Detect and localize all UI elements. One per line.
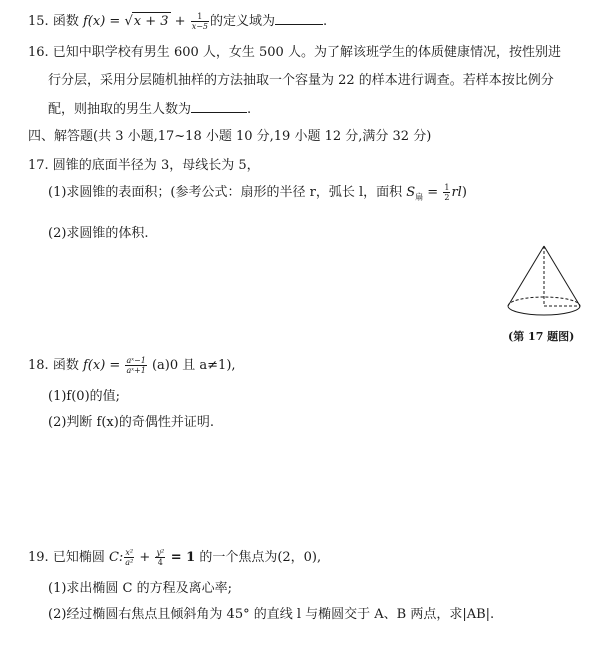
q17-half-num: 1 [444, 183, 450, 192]
q19-eq: = 1 [166, 550, 196, 565]
q15-plus: + [174, 14, 186, 29]
q18-condition: (a)0 且 a≠1), [147, 358, 236, 373]
q17-half-den: 2 [444, 193, 450, 202]
q15-fraction [191, 12, 209, 31]
question-17-part-2: (2)求圆锥的体积. [48, 226, 149, 241]
q15-func: f(x) = [82, 14, 125, 29]
cone-left-slant [508, 246, 544, 306]
q15-frac-num: 1 [191, 12, 209, 22]
q19-frac2-den: 4 [157, 558, 163, 567]
q17-s-sub: 扇 [415, 192, 424, 202]
q18-frac-den: aˣ+1 [126, 366, 146, 375]
q19-c-label: C: [108, 550, 124, 565]
q17-part1-end: ) [461, 185, 467, 200]
sqrt-sign: √ [124, 14, 133, 29]
question-18-part-1: (1)f(0)的值; [48, 389, 121, 404]
question-17-part-1 [48, 183, 467, 207]
question-19-stem [28, 548, 321, 567]
q16-line3-prefix: 配，则抽取的男生人数为 [48, 102, 192, 117]
section-4-heading: 四、解答题(共 3 小题,17~18 小题 10 分,19 小题 12 分,满分 32 分) [28, 129, 432, 144]
q17-rl: rl [451, 185, 462, 200]
q17-s-symbol: S [406, 185, 416, 200]
question-17-stem: 17. 圆锥的底面半径为 3，母线长为 5， [28, 158, 260, 173]
q17-part1-prefix: (1)求圆锥的表面积；(参考公式：扇形的半径 r，弧长 l，面积 [48, 185, 407, 200]
question-16-line-2: 行分层，采用分层随机抽样的方法抽取一个容量为 22 的样本进行调查。若样本按比例分 [48, 73, 554, 88]
question-19-part-1: (1)求出椭圆 C 的方程及离心率; [48, 581, 233, 596]
q19-fraction-y [155, 548, 165, 567]
q19-plus: + [135, 550, 155, 565]
q17-eq: = [423, 185, 443, 200]
q19-prefix: 已知椭圆 [52, 550, 109, 565]
question-18-stem [28, 356, 236, 375]
question-19-part-2: (2)经过椭圆右焦点且倾斜角为 45° 的直线 l 与椭圆交于 A、B 两点，求|AB|. [48, 607, 495, 622]
q19-number: 19. [28, 550, 49, 565]
q17-half-fraction [443, 183, 450, 202]
question-16-line-3 [48, 100, 251, 119]
q19-fraction-x [124, 548, 134, 567]
q19-frac1-den: a² [125, 558, 134, 567]
question-15 [28, 12, 327, 31]
question-18-part-2: (2)判断 f(x)的奇偶性并证明. [48, 415, 214, 430]
q15-sqrt-arg: x + 3 [133, 14, 169, 29]
cone-figure [500, 244, 590, 324]
question-16-line-1: 16. 已知中职学校有男生 600 人，女生 500 人。为了解该班学生的体质健康情况，按性别进 [28, 45, 561, 60]
cone-base-front [508, 306, 580, 315]
q16-line3-end: . [247, 102, 252, 117]
q15-frac-den: x−5 [191, 22, 208, 31]
q16-answer-blank[interactable] [191, 100, 247, 113]
q18-frac-num: aˣ−1 [126, 356, 146, 365]
cone-right-slant [544, 246, 580, 306]
figure-17-caption: (第 17 题图) [508, 330, 575, 343]
q19-frac2-num: y² [156, 548, 165, 557]
q15-end: . [323, 14, 328, 29]
q15-answer-blank[interactable] [275, 12, 323, 25]
q15-prefix: 函数 [52, 14, 79, 29]
q19-frac1-num: x² [125, 548, 134, 557]
q18-func: f(x) = [82, 358, 125, 373]
q15-number: 15. [28, 14, 49, 29]
q18-number: 18. [28, 358, 49, 373]
q15-suffix: 的定义域为 [210, 14, 276, 29]
q18-prefix: 函数 [52, 358, 79, 373]
q19-suffix: 的一个焦点为(2，0), [195, 550, 322, 565]
q18-fraction [125, 356, 146, 375]
